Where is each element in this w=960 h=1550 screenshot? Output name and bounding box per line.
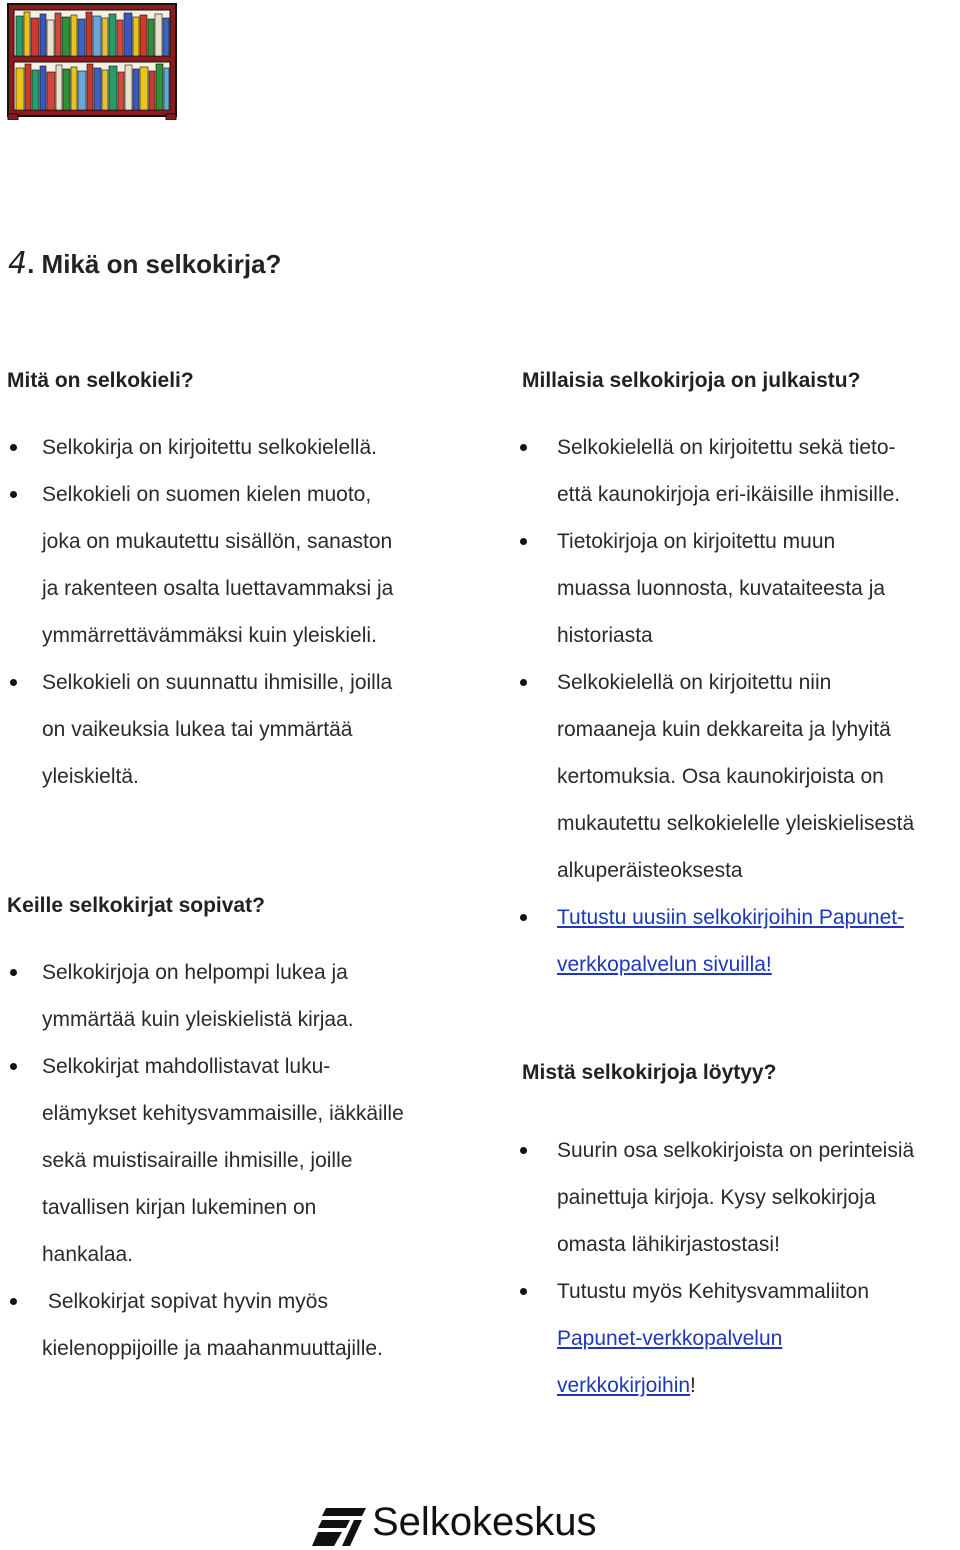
list-item-line: Suurin osa selkokirjoista on perinteisiä [557, 1139, 915, 1162]
list-item-line: kertomuksia. Osa kaunokirjoista on [557, 765, 884, 788]
list-who-suits [42, 949, 482, 1372]
list-plain-language [42, 424, 482, 800]
list-item [557, 894, 957, 988]
list-item [42, 659, 482, 800]
list-item-line: tavallisen kirjan lukeminen on [42, 1196, 317, 1219]
list-item-line: Selkokirjoja on helpompi lukea ja [42, 961, 348, 984]
list-item [42, 949, 482, 1043]
logo-text: Selkokeskus [372, 1500, 597, 1544]
chapter-number: 4 [8, 246, 28, 281]
list-item-line: muassa luonnosta, kuvataiteesta ja [557, 577, 886, 600]
link-line[interactable]: Papunet-verkkopalvelun [557, 1327, 783, 1350]
bullet-icon [520, 1147, 527, 1154]
list-item-line: Selkokieli on suunnattu ihmisille, joilla [42, 671, 393, 694]
list-item-line: Selkokieli on suomen kielen muoto, [42, 483, 372, 506]
bullet-icon [520, 444, 527, 451]
list-item-line: omasta lähikirjastostasi! [557, 1233, 780, 1256]
section-heading-what-is-plain-language: Mitä on selkokieli? [7, 369, 194, 392]
list-item-line: on vaikeuksia lukea tai ymmärtää [42, 718, 353, 741]
list-item-line: ymmärtää kuin yleiskielistä kirjaa. [42, 1008, 354, 1031]
list-item-line: Tutustu myös Kehitysvammaliiton [557, 1280, 869, 1303]
list-item-line: hankalaa. [42, 1243, 134, 1266]
chapter-title: . Mikä on selkokirja? [27, 249, 282, 279]
list-item-line: Selkokirjat sopivat hyvin myös [42, 1290, 328, 1313]
list-item [42, 1043, 482, 1278]
bullet-icon [10, 491, 17, 498]
list-item-line: ja rakenteen osalta luettavammaksi ja [42, 577, 394, 600]
bullet-icon [520, 914, 527, 921]
list-item-line: joka on mukautettu sisällön, sanaston [42, 530, 393, 553]
papunet-ebooks-link[interactable] [557, 1315, 957, 1409]
section-heading-published-books: Millaisia selkokirjoja on julkaistu? [522, 369, 861, 392]
list-item-line: sekä muistisairaille ihmisille, joille [42, 1149, 353, 1172]
list-item-line: kielenoppijoille ja maahanmuuttajille. [42, 1337, 383, 1360]
link-line[interactable]: Tutustu uusiin selkokirjoihin Papunet- [557, 906, 905, 929]
list-published-books [557, 424, 957, 988]
bullet-icon [10, 679, 17, 686]
list-item-line: Selkokirja on kirjoitettu selkokielellä. [42, 436, 377, 459]
list-item-line: Selkokirjat mahdollistavat luku- [42, 1055, 331, 1078]
papunet-new-books-link[interactable] [557, 894, 957, 988]
list-item-line: Selkokielellä on kirjoitettu sekä tieto- [557, 436, 896, 459]
list-item-line: painettuja kirjoja. Kysy selkokirjoja [557, 1186, 876, 1209]
list-item [557, 424, 957, 518]
list-item-line: yleiskieltä. [42, 765, 139, 788]
link-line[interactable]: verkkopalvelun sivuilla! [557, 953, 772, 976]
list-item [557, 1268, 957, 1409]
bullet-icon [10, 969, 17, 976]
selkokeskus-logo [312, 1500, 642, 1550]
list-item [557, 1127, 957, 1268]
bullet-icon [520, 679, 527, 686]
section-heading-who-suits: Keille selkokirjat sopivat? [7, 894, 265, 917]
bullet-icon [10, 1298, 17, 1305]
bookshelf-illustration [6, 2, 178, 120]
list-item-line: että kaunokirjoja eri-ikäisille ihmisille. [557, 483, 901, 506]
list-item-line: ymmärrettävämmäksi kuin yleiskieli. [42, 624, 377, 647]
bullet-icon [10, 444, 17, 451]
link-line[interactable]: verkkokirjoihin [557, 1374, 691, 1397]
bullet-icon [520, 538, 527, 545]
chapter-heading [8, 246, 281, 281]
list-item [42, 1278, 482, 1372]
list-item-line: elämykset kehitysvammaisille, iäkkäille [42, 1102, 404, 1125]
section-heading-where-to-find: Mistä selkokirjoja löytyy? [522, 1061, 777, 1084]
list-item [42, 471, 482, 659]
list-where-to-find [557, 1127, 957, 1409]
list-item-line: historiasta [557, 624, 653, 647]
list-item [557, 659, 957, 894]
bullet-icon [10, 1063, 17, 1070]
trailing-punctuation: ! [690, 1374, 696, 1397]
selkokeskus-logo-mark-icon [312, 1506, 370, 1548]
list-item [42, 424, 482, 471]
bullet-icon [520, 1288, 527, 1295]
list-item [557, 518, 957, 659]
list-item-line: romaaneja kuin dekkareita ja lyhyitä [557, 718, 891, 741]
list-item-line: Selkokielellä on kirjoitettu niin [557, 671, 832, 694]
list-item-line: mukautettu selkokielelle yleiskielisestä [557, 812, 915, 835]
list-item-line: Tietokirjoja on kirjoitettu muun [557, 530, 836, 553]
list-item-line: alkuperäisteoksesta [557, 859, 743, 882]
